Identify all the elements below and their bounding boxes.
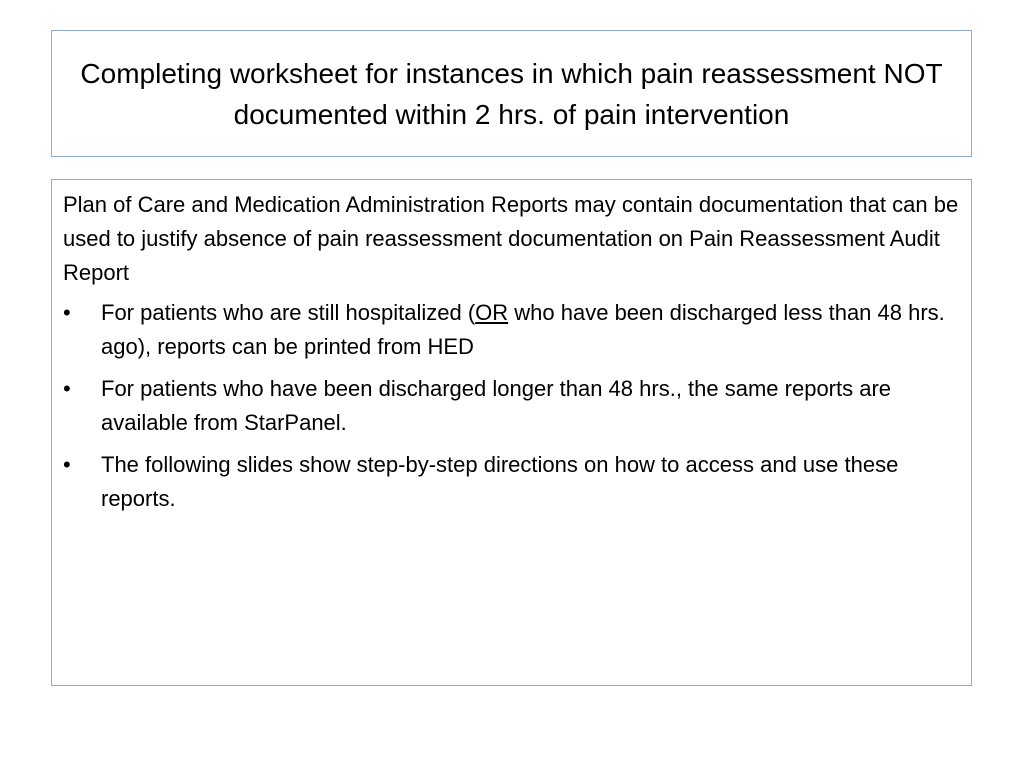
bullet-text-before: For patients who are still hospitalized ( bbox=[101, 300, 476, 325]
slide-title: Completing worksheet for instances in which pain reassessment NOT documented within 2 hrs. of pain intervention bbox=[80, 57, 943, 130]
bullet-item-discharged bbox=[63, 372, 959, 440]
bullet-item-following-slides bbox=[63, 448, 959, 516]
bullet-text: The following slides show step-by-step directions on how to access and use these reports. bbox=[101, 452, 899, 511]
bullet-item-hospitalized bbox=[63, 296, 959, 364]
underlined-or: OR bbox=[475, 300, 509, 325]
intro-paragraph: Plan of Care and Medication Administration Reports may contain documentation that can be used to justify absence of pain reassessment documentation on Pain Reassessment Audit Report bbox=[63, 192, 959, 285]
slide-title-box bbox=[51, 30, 972, 157]
bullet-icon: • bbox=[63, 300, 71, 325]
bullet-icon: • bbox=[63, 376, 71, 401]
bullet-text: For patients who have been discharged longer than 48 hrs., the same reports are available from StarPanel. bbox=[101, 376, 892, 435]
slide-content-box bbox=[51, 179, 972, 686]
bullet-icon: • bbox=[63, 452, 71, 477]
bullet-text-after: who have been discharged less than 48 hrs. ago), reports can be printed from HED bbox=[101, 300, 945, 359]
bullet-list bbox=[63, 296, 959, 516]
